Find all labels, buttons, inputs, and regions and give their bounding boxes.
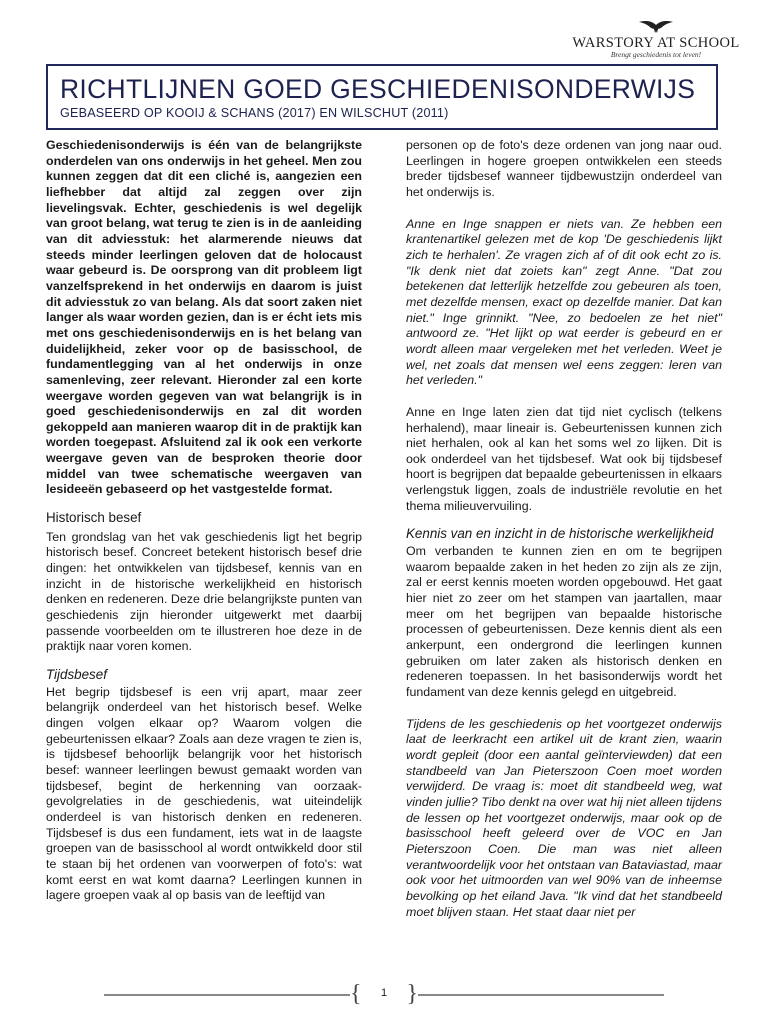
intro-paragraph: Geschiedenisonderwijs is één van de belangrijkste onderdelen van ons onderwijs in het geheel. Men zou kunnen zeggen dat dit een cliché is, aangezien een liefhebber dat altijd zal zeggen over zijn lievelingsvak. Echter, geschiedenis is wel degelijk van groot belang, wat terug te zien is in de aanleiding van dit adviesstuk: het alarmerende nieuws dat steeds minder leerlingen geloven dat de holocaust waar gebeurd is. De oorsprong van dit probleem ligt vanzelfsprekend in het onderwijs en daarom is juist dit adviesstuk zo van belang. Als dat soort zaken niet langer als waar worden gezien, dan is er écht iets mis met ons geschiedenisonderwijs en is het belang van duidelijkheid, zeker voor op de basisschool, de fundamentlegging van al het onderwijs in onze samenleving, zeer relevant. Hieronder zal een korte weergave worden gegeven van wat belangrijk is in goed geschiedenisonderwijs en zal dit worden gekoppeld aan manieren waarop dit in de praktijk kan worden toegepast. Afsluitend zal ik ook een verkorte weergave geven van de besproken theorie door middel van twee schematische weergaven van lesideeën gebaseerd op het vastgestelde format. (46, 138, 362, 497)
left-column (46, 138, 362, 904)
page-subtitle: GEBASEERD OP KOOIJ & SCHANS (2017) EN WILSCHUT (2011) (60, 106, 449, 120)
right-column (406, 138, 722, 920)
heading-tijdsbesef: Tijdsbesef (46, 667, 107, 682)
logo (570, 20, 742, 59)
example-standbeeld: Tijdens de les geschiedenis op het voortgezet onderwijs laat de leerkracht een artikel uit de krant zien, waarin wordt gepleit (door een aantal geïnterviewden) dat een standbeeld van Jan Pieterszoon Coen moet worden verwijderd. De vraag is: moet dit standbeeld weg, wat vinden jullie? Tibo denkt na over wat hij niet alleen tijdens de lessen op het voortgezet onderwijs, maar ook op de basisschool heeft geleerd over de VOC en Jan Pieterszoon Coen. Die man was niet alleen verantwoordelijk voor het ontstaan van Bataviastad, maar ook voor het uitmoorden van wel 90% van de inheemse bevolking op het eiland Java. "Ik vind dat het standbeeld moet blijven staan. Het staat daar niet per (406, 716, 722, 919)
logo-name: WARSTORY AT SCHOOL (572, 35, 740, 51)
page-footer (104, 983, 664, 1007)
footer-rule-right (418, 994, 664, 996)
paragraph-historisch-besef: Ten grondslag van het vak geschiedenis ligt het begrip historisch besef. Concreet betekent historisch besef drie dingen: het ontwikkelen van tijdsbesef, kennis van en inzicht in de historische werkelijkheid en historisch denken en redeneren. Deze drie belangrijkste punten van geschiedenis zijn hieronder uitgewerkt met daarbij passende voorbeelden om te illustreren hoe deze in de praktijk naar voren komen. (46, 529, 362, 654)
eagle-icon (638, 20, 674, 34)
footer-bracket-right: } (406, 981, 418, 1007)
paragraph-kennis: Om verbanden te kunnen zien en om te begrijpen waarom bepaalde zaken in het heden zo zijn als ze zijn, zal er eerst kennis moeten worden opgebouwd. Het gaat hier niet zo zeer om het stampen van jaartallen, maar meer om het begrijpen van bepaalde historische processen of gebeurtenissen. Deze kennis dient als een ankerpunt, een ondergrond die leerlingen kunnen gebruiken om later zaken als historisch denken en redeneren toepassen. In het basisonderwijs wordt het fundament van deze kennis gelegd en uitgebreid. (406, 544, 722, 699)
heading-historisch-besef: Historisch besef (46, 510, 142, 526)
footer-bracket-left: { (350, 981, 362, 1007)
title-box (46, 64, 718, 130)
paragraph-lineair: Anne en Inge laten zien dat tijd niet cyclisch (telkens herhalend), maar lineair is. Gebeurtenissen kunnen zich niet herhalen, ook al kan het soms wel zo lijken. Dit is ook onderdeel van het tijdsbesef. Wat ook bij tijdsbesef hoort is begrijpen dat bepaalde gebeurtenissen in elkaars verlengstuk liggen, zoals de industriële revolutie en het thema milieuvervuiling. (406, 404, 722, 513)
page-title: RICHTLIJNEN GOED GESCHIEDENISONDERWIJS (60, 74, 696, 104)
heading-kennis-inzicht: Kennis van en inzicht in de historische werkelijkheid (406, 526, 714, 542)
page-number: 1 (380, 987, 388, 999)
example-anne-inge: Anne en Inge snappen er niets van. Ze hebben een krantenartikel gelezen met de kop 'De geschiedenis lijkt zich te herhalen'. Ze vragen zich af of dit ook echt zo is. "Ik denk niet dat zoiets kan" zegt Anne. "Dat zou betekenen dat letterlijk hetzelfde zou gebeuren als toen, met dezelfde mensen, exact op dezelfde manier. Dat kan niet." Inge grinnikt. "Nee, zo bedoelen ze het niet" antwoord ze. "Het lijkt op wat eerder is gebeurd en er wordt alleen maar vergeleken met het verleden. Weet je wel, net zoals dat mensen wel eens zeggen: leren van het verleden." (406, 216, 722, 388)
paragraph-tijdsbesef: Het begrip tijdsbesef is een vrij apart, maar zeer belangrijk onderdeel van het historisch besef. Welke dingen volgen elkaar op? Waarom volgen die gebeurtenissen elkaar? Zoals aan deze vragen te zien is, is tijdsbesef behoorlijk belangrijk voor het historisch besef: wanneer leerlingen bewust gemaakt worden van tijdsbesef, begint de herkenning van oorzaak-gevolgrelaties in de geschiedenis, wat uiteindelijk onderdeel is van historisch denken en redeneren. Tijdsbesef is dus een fundament, iets wat in de laagste groepen van de basisschool al wordt ontwikkeld door stil te staan bij het ordenen van voorwerpen of foto's: wat komt eerst en wat komt daarna? Leerlingen kunnen in lagere groepen vaak al op basis van de leeftijd van (46, 684, 362, 903)
logo-tagline: Brengt geschiedenis tot leven! (610, 50, 702, 59)
paragraph-continued: personen op de foto's deze ordenen van jong naar oud. Leerlingen in hogere groepen ontwikkelen een steeds breder tijdsbesef wanneer tijdbewustzijn onderdeel van het onderwijs is. (406, 138, 722, 199)
